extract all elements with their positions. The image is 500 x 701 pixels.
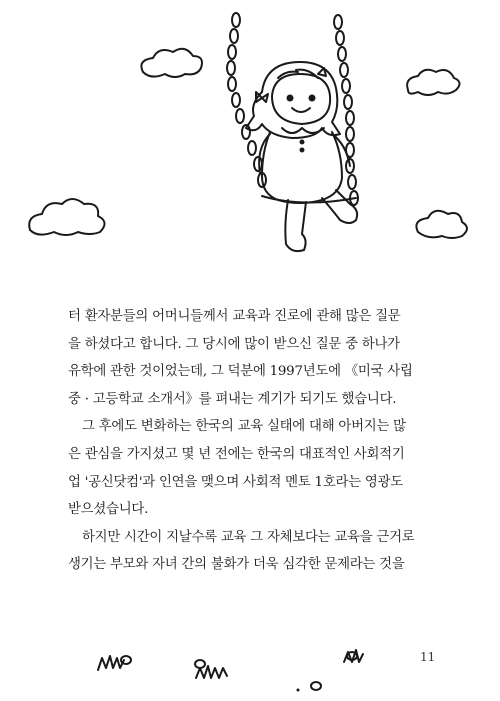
grass-flower-decoration [0, 632, 500, 701]
text-line: 유학에 관한 것이었는데, 그 덕분에 1997년도에 《미국 사립 [68, 364, 413, 380]
text-line: 중 · 고등학교 소개서》를 펴내는 계기가 되기도 했습니다. [68, 391, 397, 407]
right-leg [322, 190, 357, 223]
cloud-left [29, 199, 104, 235]
grass-left [98, 656, 124, 670]
text-line: 업 '공신닷컴'과 인연을 맺으며 사회적 멘토 1호라는 영광도 [68, 474, 403, 490]
flower-bottom [311, 682, 321, 690]
girl-on-swing-illustration [0, 0, 500, 300]
text-line: 그 후에도 변화하는 한국의 교육 실태에 대해 아버지는 많 [82, 419, 406, 435]
text-line: 터 환자분들의 어머니들께서 교육과 진로에 관해 많은 질문 [68, 309, 401, 324]
text-line: 을 하셨다고 합니다. 그 당시에 많이 받으신 질문 중 하나가 [68, 336, 400, 352]
cloud-right [407, 70, 459, 95]
flower-left [121, 656, 131, 664]
dress-collar [282, 128, 324, 133]
body-text [68, 303, 440, 579]
text-line: 생기는 부모와 자녀 간의 불화가 더욱 심각한 문제라는 것을 [68, 557, 405, 573]
left-leg [285, 200, 306, 251]
flower-middle [195, 660, 205, 668]
cloud-bottom-right [416, 211, 467, 238]
text-line: 하지만 시간이 지날수록 교육 그 자체보다는 교육을 근거로 [82, 529, 415, 545]
smile [292, 108, 310, 112]
cloud-top-left [141, 49, 202, 77]
face [272, 74, 330, 124]
right-chain [334, 15, 358, 205]
text-line: 받으셨습니다. [68, 502, 149, 518]
page-number: 11 [420, 650, 436, 664]
flower-right [347, 652, 357, 660]
text-line: 은 관심을 가지셨고 몇 년 전에는 한국의 대표적인 사회적기 [68, 446, 405, 462]
